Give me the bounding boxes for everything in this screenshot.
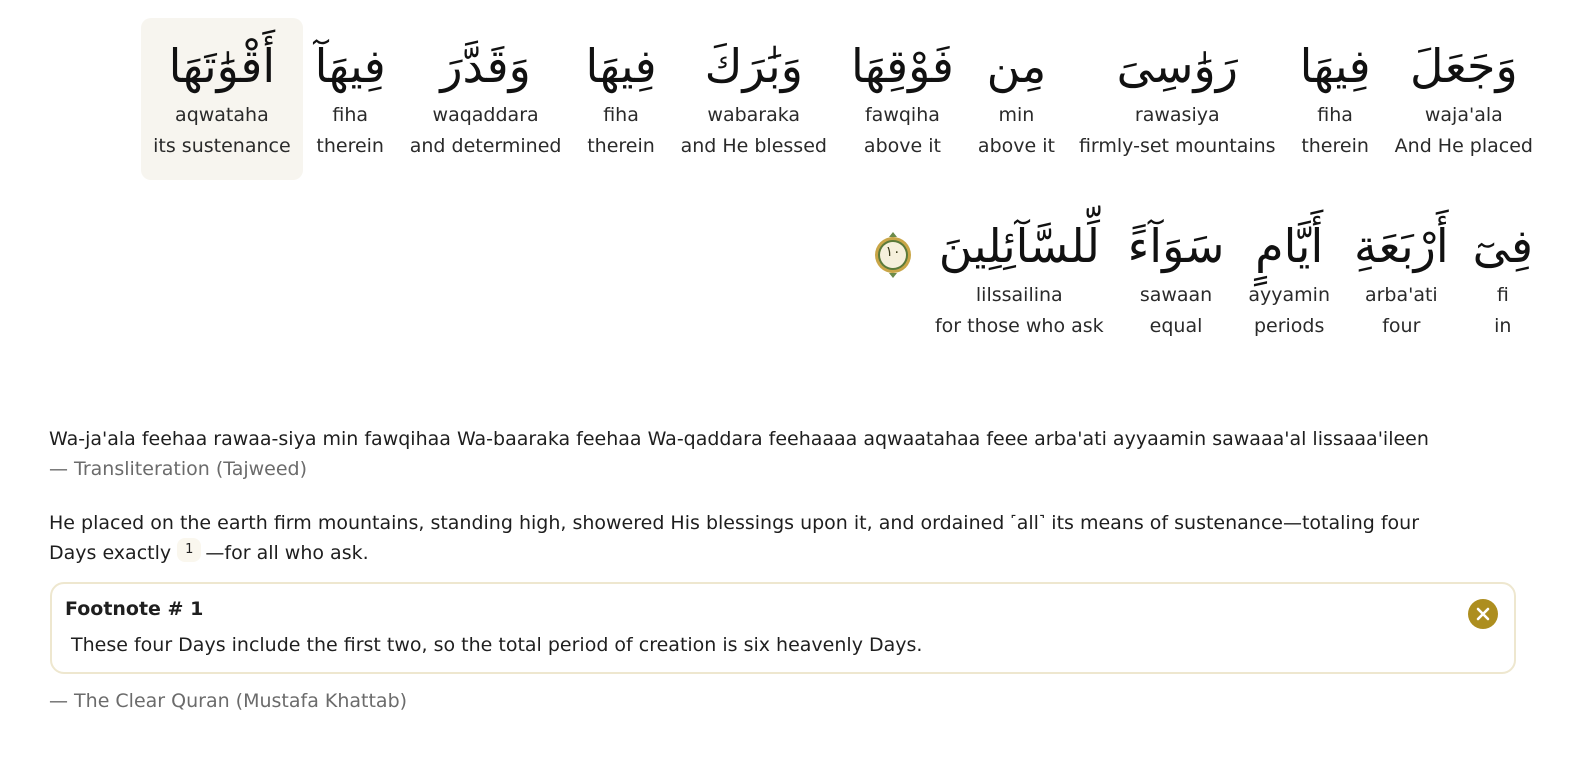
word-transliteration: waja'ala [1424, 104, 1503, 126]
word-arabic: وَبَٰرَكَ [704, 39, 803, 93]
word-item[interactable] [1461, 198, 1545, 360]
word-translation: for those who ask [934, 315, 1104, 337]
word-item[interactable] [966, 18, 1067, 180]
word-arabic: فَوْقِهَا [850, 39, 954, 93]
word-arabic: فِيهَا [1299, 39, 1371, 93]
word-translation: in [1494, 315, 1512, 337]
ayah-end-marker-icon [873, 230, 913, 280]
word-row-1 [141, 18, 1545, 180]
footnote-title: Footnote # 1 [65, 598, 204, 620]
word-transliteration: wabaraka [707, 104, 801, 126]
word-item[interactable] [398, 18, 574, 180]
word-transliteration: sawaan [1139, 284, 1213, 306]
footnote-panel [50, 582, 1516, 674]
translation-section [49, 508, 1449, 568]
word-translation: and determined [409, 135, 562, 157]
word-translation: above it [977, 135, 1055, 157]
word-translation: and He blessed [680, 135, 827, 157]
word-arabic: فِيهَآ [314, 39, 386, 93]
word-item[interactable] [1342, 198, 1461, 360]
translation-text-before: He placed on the earth firm mountains, standing high, showered His blessings upon it, and ordained ˹all˺ its means of sustenance—totaling four Days exactly [49, 512, 1420, 564]
translation-text [49, 508, 1449, 568]
word-item[interactable] [839, 18, 966, 180]
word-item[interactable] [1236, 198, 1342, 360]
footnote-reference[interactable]: 1 [177, 538, 201, 562]
close-footnote-button[interactable] [1468, 599, 1498, 629]
word-arabic: سَوَآءً [1127, 219, 1225, 273]
word-translation: equal [1149, 315, 1203, 337]
word-translation: four [1382, 315, 1421, 337]
word-item[interactable] [1383, 18, 1545, 180]
word-item[interactable] [573, 18, 668, 180]
word-row-2 [863, 198, 1545, 360]
word-transliteration: min [998, 104, 1035, 126]
word-translation: therein [316, 135, 384, 157]
word-transliteration: rawasiya [1134, 104, 1220, 126]
word-item[interactable] [923, 198, 1116, 360]
word-translation: above it [863, 135, 941, 157]
transliteration-text: Wa-ja'ala feehaa rawaa-siya min fawqihaa Wa-baaraka feehaa Wa-qaddara feehaaaa aqwaatahaa feee arba'ati ayyaamin sawaaa'al lissaaa'ileen [49, 428, 1429, 450]
ayah-number: ١٠ [885, 244, 901, 260]
word-item-highlighted[interactable] [141, 18, 303, 180]
word-transliteration: fiha [332, 104, 369, 126]
word-transliteration: arba'ati [1364, 284, 1438, 306]
word-transliteration: fiha [1317, 104, 1353, 126]
word-arabic: رَوَٰسِىَ [1116, 39, 1238, 93]
close-icon [1476, 607, 1490, 621]
word-translation: firmly-set mountains [1078, 135, 1276, 157]
transliteration-source: — Transliteration (Tajweed) [49, 458, 308, 480]
word-transliteration: fiha [603, 104, 639, 126]
word-translation: And He placed [1394, 135, 1533, 157]
transliteration-section [49, 424, 1529, 484]
word-arabic: لِّلسَّآئِلِينَ [938, 219, 1100, 273]
word-arabic: وَجَعَلَ [1409, 39, 1518, 93]
word-transliteration: aqwataha [175, 104, 269, 126]
word-arabic: أَرْبَعَةِ [1354, 219, 1449, 273]
word-arabic: أَيَّامٍ [1255, 219, 1324, 273]
word-item[interactable] [303, 18, 398, 180]
word-transliteration: fi [1496, 284, 1509, 306]
word-item[interactable] [1116, 198, 1237, 360]
word-item[interactable] [1288, 18, 1383, 180]
word-item[interactable] [1067, 18, 1288, 180]
word-item[interactable] [669, 18, 839, 180]
word-transliteration: fawqiha [864, 104, 940, 126]
word-transliteration: ayyamin [1248, 284, 1330, 306]
word-translation: periods [1253, 315, 1325, 337]
word-translation: therein [587, 135, 655, 157]
word-arabic: أَقْوَٰتَهَا [168, 39, 276, 93]
ayah-marker[interactable] [863, 198, 923, 280]
word-arabic: فِيهَا [585, 39, 657, 93]
word-arabic: فِىٓ [1472, 219, 1533, 273]
word-translation: its sustenance [153, 135, 291, 157]
footnote-text: These four Days include the first two, so the total period of creation is six heavenly Days. [71, 634, 923, 656]
word-transliteration: waqaddara [432, 104, 539, 126]
translation-source: — The Clear Quran (Mustafa Khattab) [49, 690, 408, 712]
word-arabic: مِن [986, 39, 1047, 93]
translation-text-after: —for all who ask. [205, 542, 369, 564]
word-arabic: وَقَدَّرَ [440, 39, 531, 93]
word-transliteration: lilssailina [975, 284, 1063, 306]
word-translation: therein [1301, 135, 1369, 157]
